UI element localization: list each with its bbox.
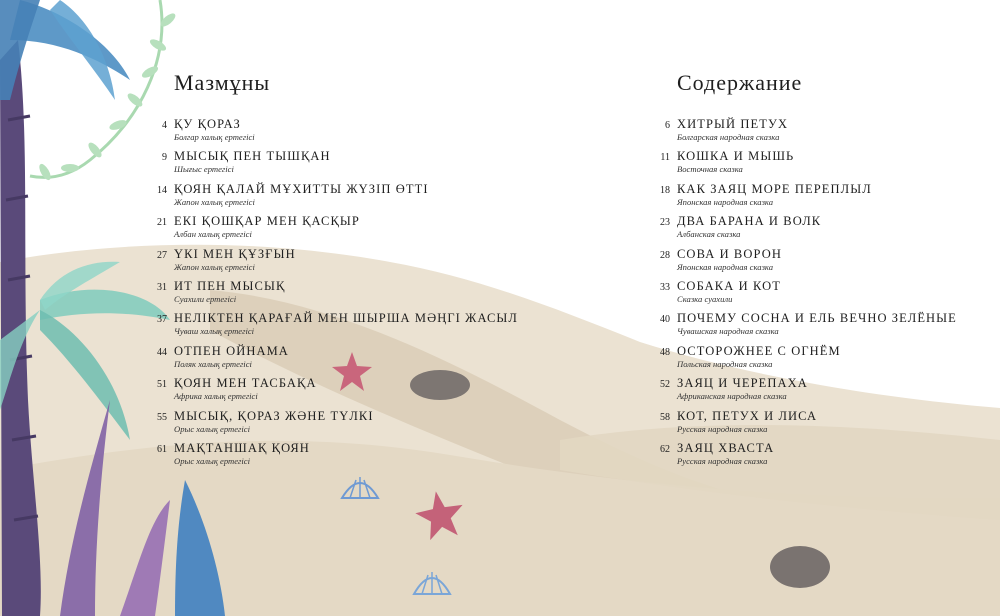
toc-entry[interactable]: [152, 117, 482, 149]
story-title: ЕКІ ҚОШҚАР МЕН ҚАСҚЫР: [174, 214, 360, 229]
story-origin: Болгар халық ертегісі: [174, 132, 255, 142]
toc-entry[interactable]: [655, 117, 985, 149]
story-title: КОШКА И МЫШЬ: [677, 149, 795, 164]
toc-entry[interactable]: [655, 247, 985, 279]
story-origin: Африка халық ертегісі: [174, 391, 258, 402]
toc-entry[interactable]: [152, 214, 482, 246]
story-origin: Орыс халық ертегісі: [174, 455, 250, 466]
toc-entry[interactable]: [152, 409, 482, 441]
story-origin: Поляк халық ертегісі: [174, 358, 252, 369]
story-origin: Албанская сказка: [677, 229, 741, 240]
story-title: ИТ ПЕН МЫСЫҚ: [174, 278, 286, 293]
story-title: СОБАКА И КОТ: [677, 278, 781, 293]
story-origin: Албан халық ертегісі: [174, 229, 252, 240]
toc-entry[interactable]: [152, 311, 518, 343]
story-title: МЫСЫҚ ПЕН ТЫШҚАН: [174, 149, 331, 164]
story-origin: Японская народная сказка: [677, 196, 774, 207]
page-number: 52: [660, 379, 670, 391]
page-number: 28: [660, 249, 670, 261]
story-origin: Африканская народная сказка: [677, 391, 787, 402]
story-title: ОСТОРОЖНЕЕ С ОГНЁМ: [677, 343, 841, 358]
page-number: 11: [660, 152, 670, 164]
toc-entry[interactable]: [152, 344, 482, 376]
page-number: 33: [660, 281, 670, 293]
story-title: ЗАЯЦ И ЧЕРЕПАХА: [677, 376, 808, 391]
story-title: НЕЛІКТЕН ҚАРАҒАЙ МЕН ШЫРША МӘҢГІ ЖАСЫЛ: [174, 311, 518, 326]
page-number: 14: [157, 184, 167, 196]
toc-entry[interactable]: [655, 376, 985, 408]
page-number: 62: [660, 443, 670, 455]
story-title: СОВА И ВОРОН: [677, 246, 782, 261]
story-origin: Шығыс ертегісі: [174, 164, 234, 175]
story-title: ҮКІ МЕН ҚҰЗҒЫН: [174, 246, 296, 261]
contents-list-ru: [655, 117, 985, 473]
toc-entry[interactable]: [655, 214, 985, 246]
page-number: 21: [157, 217, 167, 229]
page-number: 51: [157, 379, 167, 391]
story-title: ХИТРЫЙ ПЕТУХ: [677, 117, 789, 131]
page-number: 55: [157, 411, 167, 423]
toc-entry[interactable]: [655, 409, 985, 441]
toc-entry[interactable]: [655, 279, 985, 311]
story-origin: Болгарская народная сказка: [677, 132, 780, 142]
page-number: 37: [157, 314, 167, 326]
story-title: КАК ЗАЯЦ МОРЕ ПЕРЕПЛЫЛ: [677, 181, 872, 196]
toc-entry[interactable]: [152, 149, 482, 181]
toc-entry[interactable]: [152, 441, 482, 473]
story-origin: Сказка суахили: [677, 293, 733, 304]
story-title: ПОЧЕМУ СОСНА И ЕЛЬ ВЕЧНО ЗЕЛЁНЫЕ: [677, 311, 957, 326]
story-title: ЗАЯЦ ХВАСТА: [677, 440, 775, 455]
toc-entry[interactable]: [655, 149, 985, 181]
page-number: 9: [162, 152, 167, 164]
toc-entry[interactable]: [152, 182, 482, 214]
toc-entry[interactable]: [152, 279, 482, 311]
story-origin: Жапон халық ертегісі: [174, 196, 255, 207]
contents-heading-ru: Содержание: [677, 70, 803, 95]
toc-entry[interactable]: [152, 376, 482, 408]
story-origin: Польская народная сказка: [677, 358, 773, 369]
page-number: 61: [157, 443, 167, 455]
pebble: [770, 546, 830, 588]
story-title: МЫСЫҚ, ҚОРАЗ ЖӘНЕ ТҮЛКІ: [174, 408, 374, 423]
page-number: 18: [660, 184, 670, 196]
story-origin: Орыс халық ертегісі: [174, 423, 250, 434]
story-title: МАҚТАНШАҚ ҚОЯН: [174, 440, 310, 455]
story-title: КОТ, ПЕТУХ И ЛИСА: [677, 408, 818, 423]
story-origin: Восточная сказка: [677, 164, 743, 175]
story-origin: Русская народная сказка: [677, 423, 768, 434]
page-number: 4: [162, 120, 167, 131]
story-origin: Суахили ертегісі: [174, 293, 237, 304]
story-title: ДВА БАРАНА И ВОЛК: [677, 214, 822, 229]
story-origin: Японская народная сказка: [677, 261, 774, 272]
contents-heading-kz: Мазмұны: [174, 70, 271, 95]
story-title: ОТПЕН ОЙНАМА: [174, 343, 289, 358]
toc-entry[interactable]: [655, 182, 985, 214]
story-title: ҚУ ҚОРАЗ: [174, 117, 241, 131]
toc-entry[interactable]: [655, 311, 985, 343]
story-title: ҚОЯН МЕН ТАСБАҚА: [174, 376, 317, 391]
page-number: 31: [157, 281, 167, 293]
page-number: 27: [157, 249, 167, 261]
toc-entry[interactable]: [152, 247, 482, 279]
page-number: 48: [660, 346, 670, 358]
toc-entry[interactable]: [655, 441, 985, 473]
page-number: 23: [660, 217, 670, 229]
page-number: 40: [660, 314, 670, 326]
story-origin: Чуваш халық ертегісі: [174, 326, 255, 337]
page-number: 44: [157, 346, 167, 358]
page-number: 6: [665, 120, 670, 131]
story-origin: Жапон халық ертегісі: [174, 261, 255, 272]
contents-list-kz: [152, 117, 518, 473]
story-title: ҚОЯН ҚАЛАЙ МҰХИТТЫ ЖҮЗІП ӨТТІ: [174, 181, 429, 196]
page-number: 58: [660, 411, 670, 423]
story-origin: Чувашская народная сказка: [677, 326, 779, 337]
story-origin: Русская народная сказка: [677, 455, 768, 466]
toc-entry[interactable]: [655, 344, 985, 376]
